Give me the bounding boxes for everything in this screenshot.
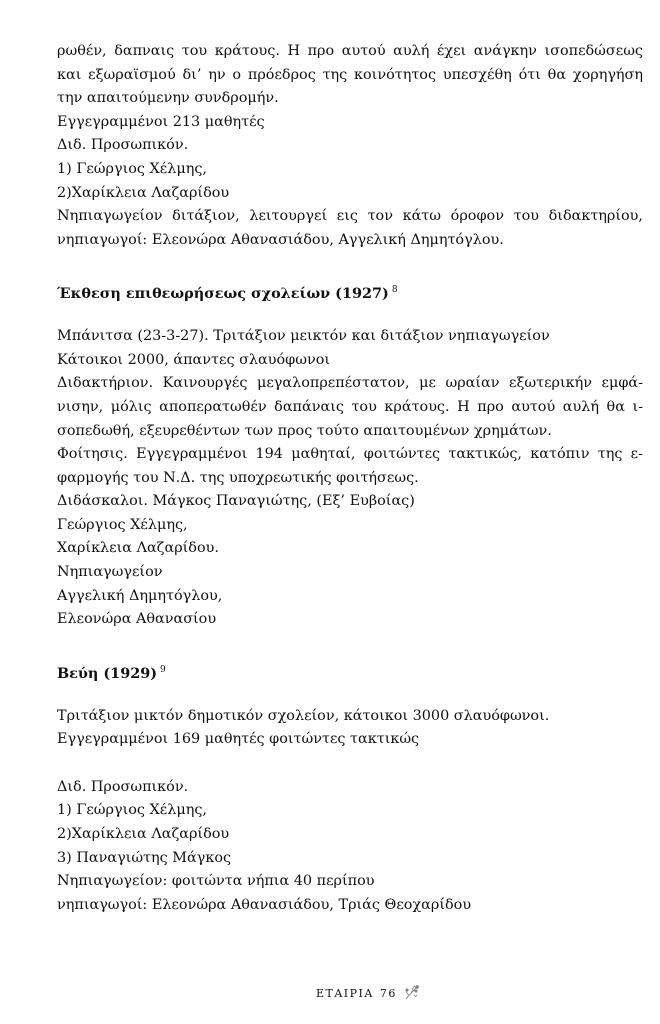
page-body [57, 40, 643, 917]
text-line: Φοίτησις. Εγγεγραμμένοι 194 μαθηταί, φοιτώντες τακτικώς, κατόπιν της ε- [57, 446, 643, 463]
text-line: 2)Χαρίκλεια Λαζαρίδου [57, 826, 230, 843]
text-line: Αγγελική Δημητόγλου, [57, 587, 223, 604]
section-1929-staff [57, 776, 643, 918]
section-1927-body [57, 325, 643, 632]
text-line: Μπάνιτσα (23-3-27). Τριτάξιον μεικτόν και διτάξιον νηπιαγωγείον [57, 328, 550, 345]
text-line: Νηπιαγωγείον διτάξιον, λειτουργεί εις τον κάτω όροφον του διδακτηρίου, [57, 208, 643, 225]
footnote-marker: 9 [160, 664, 166, 675]
text-line: Διδάσκαλοι. Μάγκος Παναγιώτης, (Εξ’ Ευβοίας) [57, 493, 415, 510]
text-line: Γεώργιος Χέλμης, [57, 516, 188, 533]
section-heading-1929 [57, 658, 643, 686]
text-line: Νηπιαγωγείον [57, 564, 163, 581]
text-line: σοπεδωθή, εξευρεθέντων των προς τούτο απαιτουμένων χρημάτων. [57, 422, 552, 439]
text-line: Νηπιαγωγείον: φοιτώντα νήπια 40 περίπου [57, 873, 375, 890]
text-line: φαρμογής του Ν.Δ. της υποχρεωτικής φοιτήσεως. [57, 469, 419, 486]
footnote-marker: 8 [391, 285, 398, 296]
text-line: Διδακτήριον. Καινουργές μεγαλοπρεπέστατον, με ωραίαν εξωτερικήν εμφά- [57, 375, 643, 392]
section-heading-1927 [57, 278, 643, 306]
heading-text: Έκθεση επιθεωρήσεως σχολείων (1927) [57, 285, 389, 303]
text-line: Κάτοικοι 2000, άπαντες σλαυόφωνοι [57, 351, 331, 368]
text-line: νηπιαγωγοί: Ελεονώρα Αθανασιάδου, Τριάς Θεοχαρίδου [57, 896, 472, 913]
text-line: Ελεονώρα Αθανασίου [57, 611, 217, 628]
text-line: νηπιαγωγοί: Ελεονώρα Αθανασιάδου, Αγγελική Δημητόγλου. [57, 231, 504, 248]
heading-text: Βεύη (1929) [57, 664, 158, 682]
text-line: 3) Παναγιώτης Μάγκος [57, 849, 232, 866]
text-line: Χαρίκλεια Λαζαρίδου. [57, 540, 219, 557]
flower-ornament-icon [403, 984, 421, 1002]
section-1929-body [57, 705, 643, 752]
text-line: και εξωραϊσμού δι’ ην ο πρόεδρος της κοινότητος υπεσχέθη ότι θα χορηγήση [57, 66, 643, 83]
text-line: Διδ. Προσωπικόν. [57, 137, 189, 154]
text-line: ρωθέν, δαπναις του κράτους. Η προ αυτού αυλή έχει ανάγκην ισοπεδώσεως [57, 43, 643, 59]
text-line: 2)Χαρίκλεια Λαζαρίδου [57, 184, 230, 201]
text-line: νισην, μόλις αποπερατωθέν δαπάναις του κράτους. Η προ αυτού αυλή θα ι- [57, 398, 643, 415]
section-continuation [57, 40, 643, 252]
footer-label: ΕΤΑΙΡΙΑ [316, 986, 374, 1000]
text-line: Διδ. Προσωπικόν. [57, 778, 189, 795]
text-line: την απαιτούμενην συνδρομήν. [57, 90, 279, 107]
text-line: Εγγεγραμμένοι 213 μαθητές [57, 113, 265, 130]
text-line: Τριτάξιον μικτόν δημοτικόν σχολείον, κάτοικοι 3000 σλαυόφωνοι. [57, 707, 550, 724]
text-line: 1) Γεώργιος Χέλμης, [57, 802, 207, 819]
text-line: Εγγεγραμμένοι 169 μαθητές φοιτώντες τακτικώς [57, 731, 420, 748]
page-footer [316, 984, 421, 1002]
page-number: 76 [379, 986, 397, 1000]
text-line: 1) Γεώργιος Χέλμης, [57, 160, 207, 177]
